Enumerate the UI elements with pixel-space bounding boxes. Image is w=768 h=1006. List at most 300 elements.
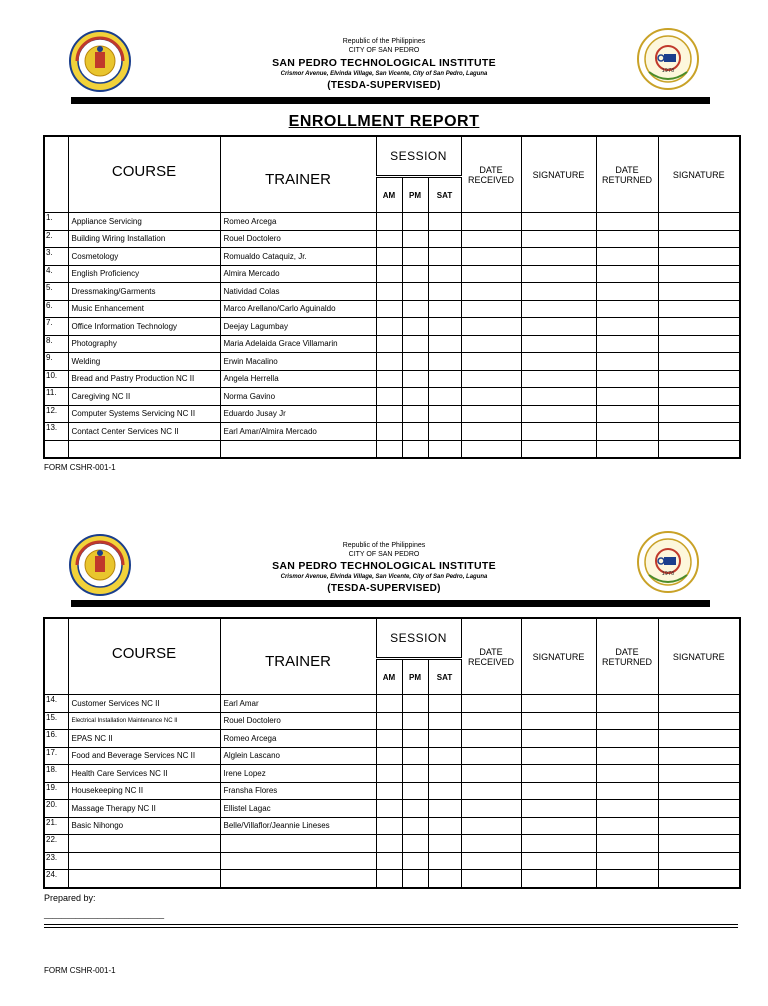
table-row [44,765,740,783]
entry-cell[interactable] [596,765,658,783]
entry-cell[interactable] [402,730,428,748]
institute-name: SAN PEDRO TECHNOLOGICAL INSTITUTE [272,57,496,69]
entry-cell[interactable] [428,695,461,713]
entry-cell[interactable] [461,730,521,748]
course-cell: Cosmetology [68,248,220,266]
course-cell: Housekeeping NC II [68,782,220,800]
course-cell: Computer Systems Servicing NC II [68,405,220,423]
entry-cell[interactable] [428,870,461,888]
trainer-header: TRAINER [220,618,376,695]
trainer-cell: Natividad Colas [220,283,376,301]
trainer-cell: Almira Mercado [220,265,376,283]
row-number: 4. [44,265,68,283]
row-number: 20. [44,800,68,818]
entry-cell[interactable] [376,440,402,458]
entry-cell[interactable] [428,852,461,870]
entry-cell[interactable] [402,800,428,818]
entry-cell[interactable] [461,852,521,870]
entry-cell[interactable] [428,370,461,388]
entry-cell[interactable] [461,370,521,388]
entry-cell[interactable] [376,765,402,783]
entry-cell[interactable] [521,370,596,388]
table-row [44,835,740,853]
table-row [44,800,740,818]
entry-cell[interactable] [596,870,658,888]
entry-cell[interactable] [596,370,658,388]
course-cell: Contact Center Services NC II [68,423,220,441]
entry-cell[interactable] [521,712,596,730]
city-line: CITY OF SAN PEDRO [348,47,420,54]
svg-text:1978: 1978 [661,571,675,577]
trainer-header: TRAINER [220,136,376,213]
entry-cell[interactable] [521,213,596,231]
entry-cell[interactable] [461,835,521,853]
entry-cell[interactable] [658,765,740,783]
entry-cell[interactable] [658,817,740,835]
session-header: SESSION [376,618,461,659]
entry-cell[interactable] [658,370,740,388]
signature-header: SIGNATURE [521,136,596,213]
entry-cell[interactable] [376,800,402,818]
row-number: 10. [44,370,68,388]
table-row [44,265,740,283]
entry-cell[interactable] [402,852,428,870]
republic-line: Republic of the Philippines [342,38,426,45]
entry-cell[interactable] [596,712,658,730]
institute-name: SAN PEDRO TECHNOLOGICAL INSTITUTE [272,560,496,572]
course-cell: Health Care Services NC II [68,765,220,783]
table-row [44,213,740,231]
trainer-cell: Fransha Flores [220,782,376,800]
trainer-cell: Ellistel Lagac [220,800,376,818]
entry-cell[interactable] [658,248,740,266]
entry-cell[interactable] [521,852,596,870]
pm-header: PM [402,659,428,695]
entry-cell[interactable] [658,712,740,730]
date-returned-header: DATE RETURNED [596,618,658,695]
address-line: Crismor Avenue, Elvinda Village, San Vicente, City of San Pedro, Laguna [280,574,488,580]
course-cell [68,870,220,888]
table-row [44,318,740,336]
entry-cell[interactable] [402,335,428,353]
prepared-by-label: Prepared by: [44,893,96,903]
sat-header: SAT [428,177,461,213]
course-header: COURSE [68,618,220,695]
supervision-line: (TESDA-SUPERVISED) [327,583,441,594]
course-cell: Electrical Installation Maintenance NC II [68,712,220,730]
course-cell: Customer Services NC II [68,695,220,713]
row-number: 1. [44,213,68,231]
table-row [44,353,740,371]
entry-cell[interactable] [376,747,402,765]
entry-cell[interactable] [376,283,402,301]
entry-cell[interactable] [402,695,428,713]
row-number: 22. [44,835,68,853]
entry-cell[interactable] [521,835,596,853]
entry-cell[interactable] [376,405,402,423]
entry-cell[interactable] [376,213,402,231]
enrollment-table-2 [43,617,741,889]
form-code: FORM CSHR-001-1 [44,463,116,472]
entry-cell[interactable] [402,712,428,730]
entry-cell[interactable] [461,817,521,835]
row-number: 5. [44,283,68,301]
course-cell: Basic Nihongo [68,817,220,835]
entry-cell[interactable] [402,423,428,441]
signature-header: SIGNATURE [521,618,596,695]
entry-cell[interactable] [461,405,521,423]
course-cell: English Proficiency [68,265,220,283]
entry-cell[interactable] [402,388,428,406]
entry-cell[interactable] [461,870,521,888]
date-received-header: DATE RECEIVED [461,618,521,695]
entry-cell[interactable] [521,800,596,818]
entry-cell[interactable] [461,318,521,336]
entry-cell[interactable] [428,817,461,835]
entry-cell[interactable] [428,440,461,458]
entry-cell[interactable] [376,230,402,248]
table-row [44,388,740,406]
entry-cell[interactable] [461,782,521,800]
entry-cell[interactable] [596,388,658,406]
entry-cell[interactable] [376,817,402,835]
entry-cell[interactable] [376,265,402,283]
table-row [44,782,740,800]
entry-cell[interactable] [596,265,658,283]
row-number: 16. [44,730,68,748]
entry-cell[interactable] [428,405,461,423]
city-line: CITY OF SAN PEDRO [348,551,420,558]
header-rule [71,600,710,607]
entry-cell[interactable] [428,353,461,371]
course-cell: Dressmaking/Garments [68,283,220,301]
am-header: AM [376,177,402,213]
entry-cell[interactable] [596,730,658,748]
entry-cell[interactable] [376,335,402,353]
entry-cell[interactable] [461,388,521,406]
trainer-cell: Belle/Villaflor/Jeannie Lineses [220,817,376,835]
entry-cell[interactable] [402,300,428,318]
entry-cell[interactable] [428,265,461,283]
entry-cell[interactable] [658,388,740,406]
entry-cell[interactable] [428,730,461,748]
row-number: 14. [44,695,68,713]
entry-cell[interactable] [596,405,658,423]
row-number: 3. [44,248,68,266]
entry-cell[interactable] [402,440,428,458]
entry-cell[interactable] [521,747,596,765]
entry-cell[interactable] [658,213,740,231]
entry-cell[interactable] [428,423,461,441]
course-cell [68,852,220,870]
entry-cell[interactable] [521,870,596,888]
trainer-cell: Angela Herrella [220,370,376,388]
entry-cell[interactable] [521,300,596,318]
entry-cell[interactable] [596,695,658,713]
table-row [44,852,740,870]
course-cell: Massage Therapy NC II [68,800,220,818]
entry-cell[interactable] [428,388,461,406]
entry-cell[interactable] [428,782,461,800]
sat-header: SAT [428,659,461,695]
trainer-cell: Romeo Arcega [220,213,376,231]
entry-cell[interactable] [521,765,596,783]
entry-cell[interactable] [428,318,461,336]
entry-cell[interactable] [658,318,740,336]
entry-cell[interactable] [596,318,658,336]
course-cell [68,440,220,458]
entry-cell[interactable] [461,213,521,231]
entry-cell[interactable] [461,423,521,441]
enrollment-table-1 [43,135,741,459]
date-received-header: DATE RECEIVED [461,136,521,213]
entry-cell[interactable] [402,870,428,888]
trainer-cell: Erwin Macalino [220,353,376,371]
entry-cell[interactable] [521,817,596,835]
entry-cell[interactable] [521,230,596,248]
entry-cell[interactable] [461,335,521,353]
entry-cell[interactable] [461,248,521,266]
entry-cell[interactable] [658,265,740,283]
entry-cell[interactable] [428,712,461,730]
entry-cell[interactable] [658,283,740,301]
entry-cell[interactable] [402,405,428,423]
entry-cell[interactable] [596,335,658,353]
entry-cell[interactable] [402,370,428,388]
entry-cell[interactable] [376,782,402,800]
entry-cell[interactable] [596,283,658,301]
entry-cell[interactable] [428,335,461,353]
entry-cell[interactable] [428,248,461,266]
entry-cell[interactable] [596,835,658,853]
entry-cell[interactable] [376,248,402,266]
entry-cell[interactable] [376,353,402,371]
footer-rule-bottom [44,927,738,928]
entry-cell[interactable] [461,230,521,248]
entry-cell[interactable] [521,283,596,301]
entry-cell[interactable] [596,782,658,800]
row-number: 23. [44,852,68,870]
entry-cell[interactable] [521,248,596,266]
course-cell: Caregiving NC II [68,388,220,406]
entry-cell[interactable] [596,440,658,458]
entry-cell[interactable] [658,695,740,713]
row-number: 12. [44,405,68,423]
entry-cell[interactable] [376,730,402,748]
entry-cell[interactable] [521,388,596,406]
republic-line: Republic of the Philippines [342,542,426,549]
table-row [44,440,740,458]
entry-cell[interactable] [402,318,428,336]
signature-header: SIGNATURE [658,136,740,213]
table-row [44,248,740,266]
entry-cell[interactable] [521,695,596,713]
entry-cell[interactable] [402,213,428,231]
entry-cell[interactable] [658,230,740,248]
entry-cell[interactable] [461,283,521,301]
entry-cell[interactable] [521,423,596,441]
entry-cell[interactable] [596,230,658,248]
row-number: 19. [44,782,68,800]
entry-cell[interactable] [461,695,521,713]
entry-cell[interactable] [596,800,658,818]
entry-cell[interactable] [428,283,461,301]
table-row [44,870,740,888]
entry-cell[interactable] [402,265,428,283]
entry-cell[interactable] [521,265,596,283]
entry-cell[interactable] [376,712,402,730]
table-row [44,423,740,441]
entry-cell[interactable] [521,730,596,748]
entry-cell[interactable] [461,300,521,318]
entry-cell[interactable] [428,835,461,853]
entry-cell[interactable] [461,265,521,283]
row-number: 11. [44,388,68,406]
entry-cell[interactable] [658,747,740,765]
row-number: 15. [44,712,68,730]
trainer-cell: Marco Arellano/Carlo Aguinaldo [220,300,376,318]
entry-cell[interactable] [596,353,658,371]
entry-cell[interactable] [521,405,596,423]
row-number: 18. [44,765,68,783]
entry-cell[interactable] [596,423,658,441]
trainer-cell: Rouel Doctolero [220,712,376,730]
entry-cell[interactable] [596,248,658,266]
table-row [44,300,740,318]
entry-cell[interactable] [596,852,658,870]
entry-cell[interactable] [402,230,428,248]
entry-cell[interactable] [402,283,428,301]
course-cell: Bread and Pastry Production NC II [68,370,220,388]
entry-cell[interactable] [521,440,596,458]
trainer-cell: Earl Amar/Almira Mercado [220,423,376,441]
entry-cell[interactable] [402,353,428,371]
form-code: FORM CSHR-001-1 [44,966,116,975]
entry-cell[interactable] [402,248,428,266]
entry-cell[interactable] [376,835,402,853]
trainer-cell: Earl Amar [220,695,376,713]
entry-cell[interactable] [376,318,402,336]
trainer-cell: Maria Adelaida Grace Villamarin [220,335,376,353]
entry-cell[interactable] [658,782,740,800]
entry-cell[interactable] [658,852,740,870]
entry-cell[interactable] [596,300,658,318]
entry-cell[interactable] [521,318,596,336]
entry-cell[interactable] [428,800,461,818]
entry-cell[interactable] [658,423,740,441]
entry-cell[interactable] [461,800,521,818]
pm-header: PM [402,177,428,213]
entry-cell[interactable] [461,747,521,765]
row-number: 6. [44,300,68,318]
entry-cell[interactable] [402,747,428,765]
entry-cell[interactable] [596,213,658,231]
footer-rule-top [44,924,738,925]
supervision-line: (TESDA-SUPERVISED) [327,80,441,91]
entry-cell[interactable] [461,765,521,783]
row-number [44,440,68,458]
table-row [44,405,740,423]
table-row [44,747,740,765]
entry-cell[interactable] [376,852,402,870]
entry-cell[interactable] [376,388,402,406]
entry-cell[interactable] [596,817,658,835]
entry-cell[interactable] [658,800,740,818]
row-number: 13. [44,423,68,441]
entry-cell[interactable] [376,300,402,318]
table-row [44,712,740,730]
entry-cell[interactable] [376,695,402,713]
entry-cell[interactable] [376,370,402,388]
trainer-cell: Alglein Lascano [220,747,376,765]
trainer-cell: Rouel Doctolero [220,230,376,248]
trainer-cell: Irene Lopez [220,765,376,783]
entry-cell[interactable] [461,712,521,730]
course-cell: Food and Beverage Services NC II [68,747,220,765]
entry-cell[interactable] [658,440,740,458]
entry-cell[interactable] [428,230,461,248]
row-number: 7. [44,318,68,336]
table-row [44,695,740,713]
course-cell: Photography [68,335,220,353]
header-rule [71,97,710,104]
entry-cell[interactable] [658,353,740,371]
entry-cell[interactable] [428,300,461,318]
row-number: 8. [44,335,68,353]
entry-cell[interactable] [658,335,740,353]
trainer-cell [220,440,376,458]
entry-cell[interactable] [658,870,740,888]
course-cell: Welding [68,353,220,371]
entry-cell[interactable] [521,335,596,353]
trainer-cell [220,870,376,888]
entry-cell[interactable] [521,353,596,371]
entry-cell[interactable] [658,405,740,423]
entry-cell[interactable] [402,765,428,783]
entry-cell[interactable] [521,782,596,800]
entry-cell[interactable] [376,870,402,888]
trainer-cell [220,852,376,870]
trainer-cell: Romeo Arcega [220,730,376,748]
entry-cell[interactable] [428,765,461,783]
entry-cell[interactable] [658,835,740,853]
entry-cell[interactable] [461,353,521,371]
row-number: 17. [44,747,68,765]
trainer-cell [220,835,376,853]
course-cell: Building Wiring Installation [68,230,220,248]
entry-cell[interactable] [461,440,521,458]
report-title: ENROLLMENT REPORT [288,113,480,130]
table-row [44,230,740,248]
trainer-cell: Norma Gavino [220,388,376,406]
entry-cell[interactable] [428,747,461,765]
entry-cell[interactable] [402,782,428,800]
entry-cell[interactable] [402,835,428,853]
trainer-cell: Romualdo Cataquiz, Jr. [220,248,376,266]
entry-cell[interactable] [376,423,402,441]
course-cell: Office Information Technology [68,318,220,336]
entry-cell[interactable] [658,300,740,318]
course-header: COURSE [68,136,220,213]
entry-cell[interactable] [402,817,428,835]
entry-cell[interactable] [428,213,461,231]
course-cell [68,835,220,853]
entry-cell[interactable] [596,747,658,765]
table-row [44,335,740,353]
entry-cell[interactable] [658,730,740,748]
course-cell: Music Enhancement [68,300,220,318]
row-number: 2. [44,230,68,248]
